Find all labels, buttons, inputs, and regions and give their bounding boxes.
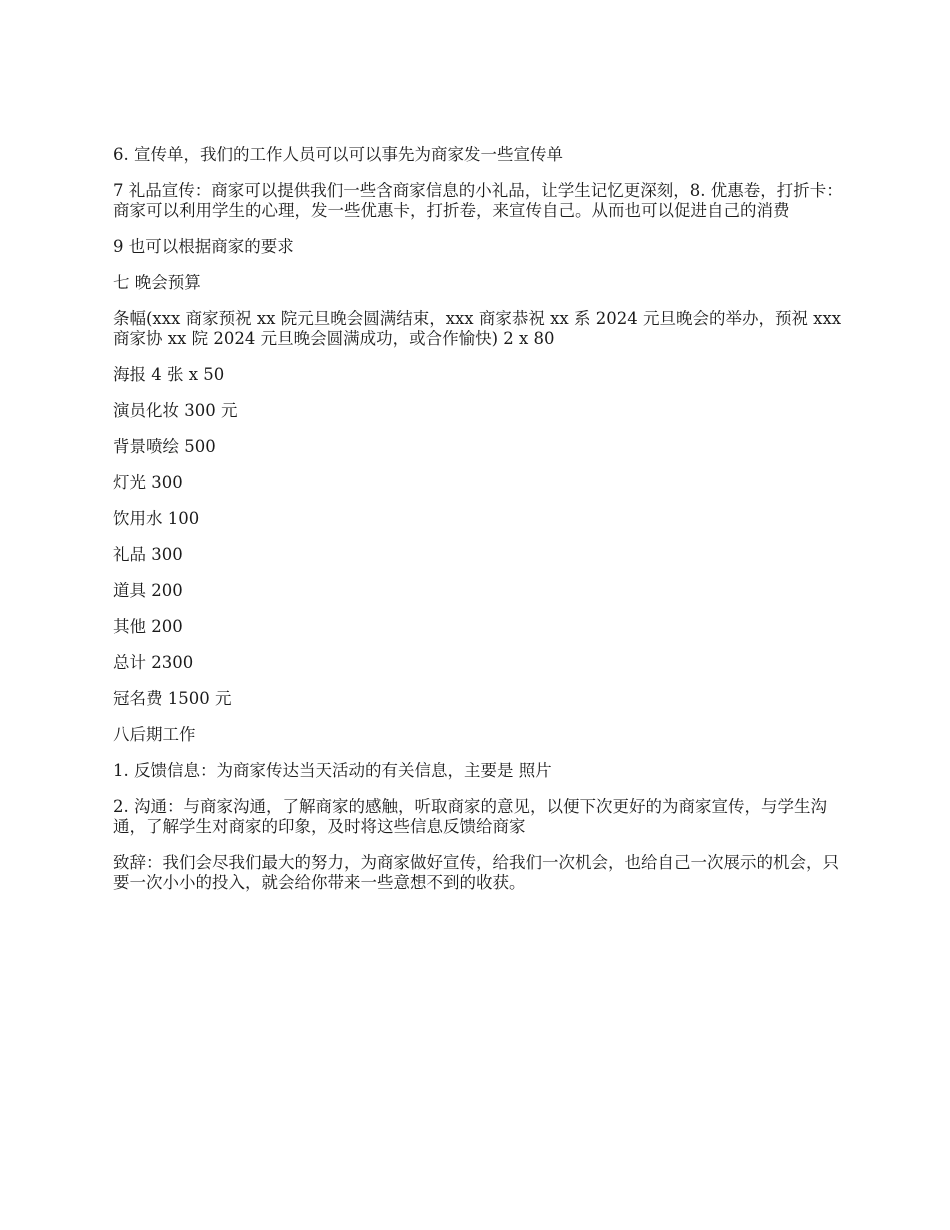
budget-item-posters: 海报 4 张 x 50 <box>113 365 225 384</box>
section-heading-followup: 八后期工作 <box>113 725 196 744</box>
document-body <box>113 145 843 909</box>
budget-total: 总计 2300 <box>113 653 194 672</box>
paragraph-gift-promotion: 7 礼品宣传：商家可以提供我们一些含商家信息的小礼品，让学生记忆更深刻，8. 优惠卷，打折卡：商家可以利用学生的心理，发一些优惠卡，打折卷，来宣传自己。从而也可以促进自己的消费 <box>113 181 843 220</box>
budget-item-lighting: 灯光 300 <box>113 473 183 492</box>
budget-item-banner: 条幅(xxx 商家预祝 xx 院元旦晚会圆满结束，xxx 商家恭祝 xx 系 2024 元旦晚会的举办，预祝 xxx 商家协 xx 院 2024 元旦晚会圆满成功，或合作愉快) 2 x 80 <box>113 309 842 348</box>
budget-item-makeup: 演员化妆 300 元 <box>113 401 238 420</box>
sponsorship-fee: 冠名费 1500 元 <box>113 689 232 708</box>
budget-item-backdrop: 背景喷绘 500 <box>113 437 216 456</box>
paragraph-merchant-request: 9 也可以根据商家的要求 <box>113 237 294 256</box>
budget-item-other: 其他 200 <box>113 617 183 636</box>
budget-item-water: 饮用水 100 <box>113 509 200 528</box>
paragraph-closing-remarks: 致辞：我们会尽我们最大的努力，为商家做好宣传，给我们一次机会，也给自己一次展示的机会，只要一次小小的投入，就会给你带来一些意想不到的收获。 <box>113 853 839 892</box>
budget-item-props: 道具 200 <box>113 581 183 600</box>
paragraph-communication: 2. 沟通：与商家沟通，了解商家的感触，听取商家的意见，以便下次更好的为商家宣传，与学生沟通，了解学生对商家的印象，及时将这些信息反馈给商家 <box>113 797 827 836</box>
paragraph-flyers: 6. 宣传单，我们的工作人员可以可以事先为商家发一些宣传单 <box>113 145 563 164</box>
budget-item-gifts: 礼品 300 <box>113 545 183 564</box>
section-heading-budget: 七 晚会预算 <box>113 273 201 292</box>
paragraph-feedback: 1. 反馈信息：为商家传达当天活动的有关信息，主要是 照片 <box>113 761 552 780</box>
